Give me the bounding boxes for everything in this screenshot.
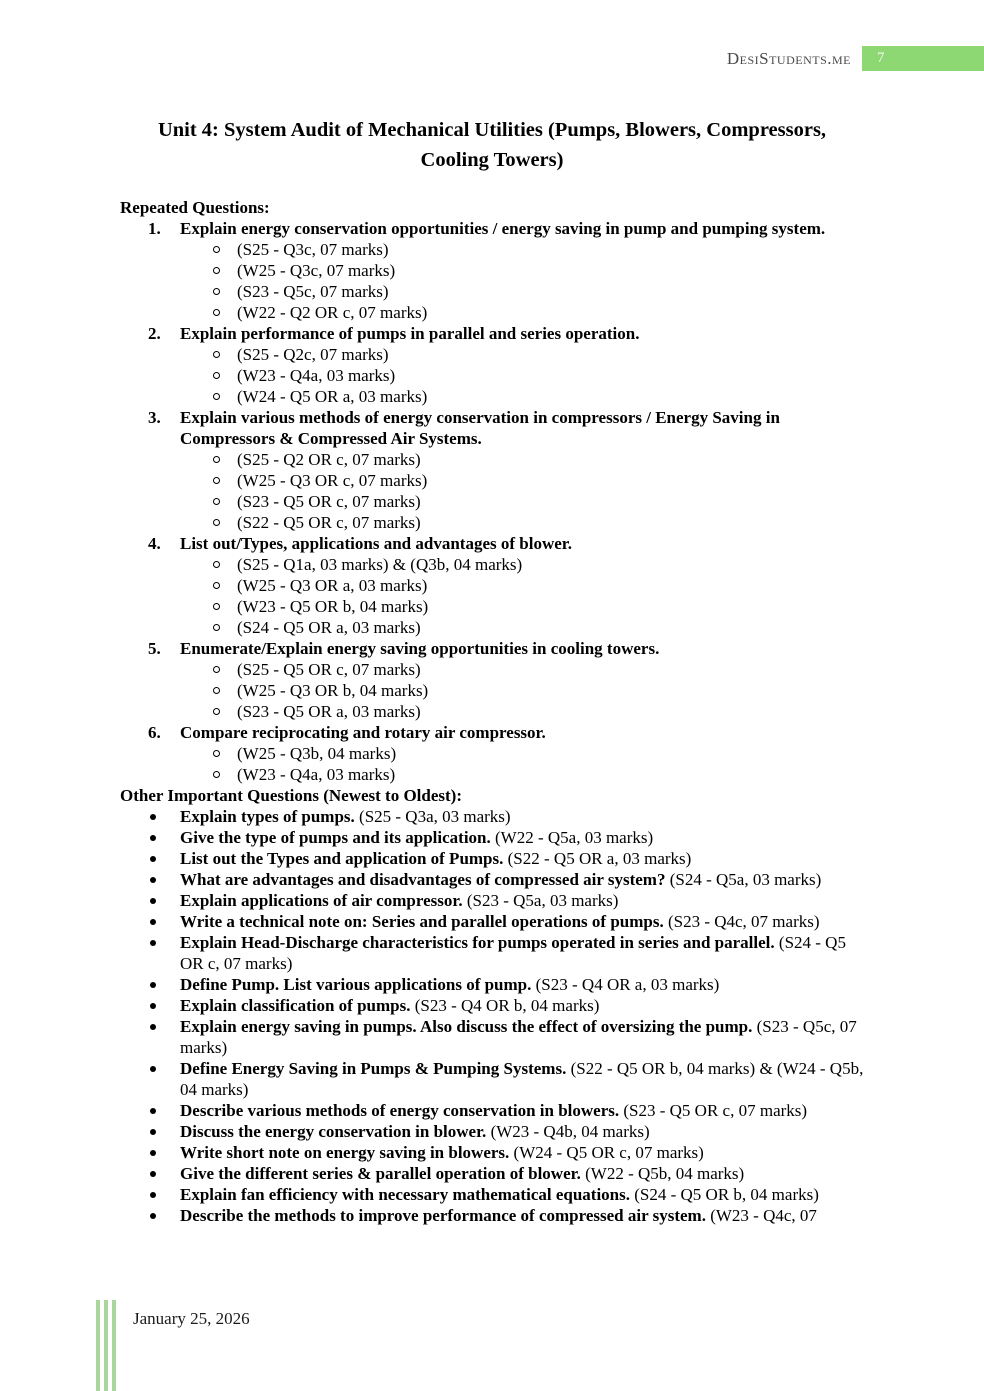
question-number: 3. <box>148 408 161 427</box>
circle-bullet-icon <box>213 771 220 778</box>
marks-text: (S23 - Q5 OR c, 07 marks) <box>623 1101 808 1120</box>
repeated-question-item <box>120 323 865 407</box>
attempt-item <box>180 260 865 281</box>
attempt-item <box>180 470 865 491</box>
disc-bullet-icon <box>150 1213 156 1219</box>
disc-bullet-icon <box>150 835 156 841</box>
other-question-item <box>120 1142 865 1163</box>
disc-bullet-icon <box>150 1192 156 1198</box>
disc-bullet-icon <box>150 1024 156 1030</box>
repeated-questions-heading: Repeated Questions: <box>120 198 270 217</box>
question-text: Explain Head-Discharge characteristics for pumps operated in series and parallel. <box>180 933 775 952</box>
question-text: Explain types of pumps. <box>180 807 355 826</box>
attempt-text: (S25 - Q2 OR c, 07 marks) <box>237 450 421 469</box>
marks-text: (S24 - Q5 OR c, 07 marks) <box>180 933 846 973</box>
disc-bullet-icon <box>150 898 156 904</box>
question-text: Explain energy saving in pumps. Also discuss the effect of oversizing the pump. <box>180 1017 753 1036</box>
attempt-text: (S23 - Q5 OR c, 07 marks) <box>237 492 421 511</box>
other-question-item <box>120 827 865 848</box>
circle-bullet-icon <box>213 519 220 526</box>
disc-bullet-icon <box>150 1171 156 1177</box>
circle-bullet-icon <box>213 582 220 589</box>
attempt-text: (W23 - Q4a, 03 marks) <box>237 765 396 784</box>
question-text: Explain energy conservation opportunities / energy saving in pump and pumping system. <box>180 219 826 238</box>
attempt-list <box>180 659 865 722</box>
question-text: Define Pump. List various applications of pump. <box>180 975 532 994</box>
attempt-item <box>180 302 865 323</box>
attempt-text: (W24 - Q5 OR a, 03 marks) <box>237 387 428 406</box>
circle-bullet-icon <box>213 393 220 400</box>
attempt-item <box>180 281 865 302</box>
question-text: Write a technical note on: Series and parallel operations of pumps. <box>180 912 664 931</box>
disc-bullet-icon <box>150 940 156 946</box>
attempt-item <box>180 512 865 533</box>
question-text: Write short note on energy saving in blowers. <box>180 1143 510 1162</box>
attempt-item <box>180 386 865 407</box>
other-questions-list <box>120 806 865 1226</box>
attempt-list <box>180 743 865 785</box>
attempt-text: (S22 - Q5 OR c, 07 marks) <box>237 513 421 532</box>
attempt-item <box>180 764 865 785</box>
other-questions-heading: Other Important Questions (Newest to Oldest): <box>120 786 463 805</box>
question-number: 2. <box>148 324 161 343</box>
other-question-item <box>120 869 865 890</box>
footer-decoration-lines <box>96 1300 122 1391</box>
page-title: Unit 4: System Audit of Mechanical Utilities (Pumps, Blowers, Compressors, Cooling Towers) <box>157 119 827 171</box>
question-text: Describe various methods of energy conservation in blowers. <box>180 1101 620 1120</box>
marks-text: (W23 - Q4c, 07 <box>710 1206 817 1225</box>
attempt-list <box>180 554 865 638</box>
attempt-item <box>180 239 865 260</box>
attempt-list <box>180 344 865 407</box>
disc-bullet-icon <box>150 856 156 862</box>
marks-text: (S24 - Q5 OR b, 04 marks) <box>634 1185 819 1204</box>
marks-text: (S23 - Q4 OR b, 04 marks) <box>414 996 600 1015</box>
footer-stripe <box>104 1300 108 1391</box>
question-number: 6. <box>148 723 161 742</box>
question-text: List out the Types and application of Pumps. <box>180 849 504 868</box>
question-text: Explain performance of pumps in parallel and series operation. <box>180 324 640 343</box>
question-text: Describe the methods to improve performance of compressed air system. <box>180 1206 706 1225</box>
question-text: Give the type of pumps and its application. <box>180 828 491 847</box>
attempt-text: (W25 - Q3c, 07 marks) <box>237 261 396 280</box>
marks-text: (S23 - Q4c, 07 marks) <box>667 912 820 931</box>
disc-bullet-icon <box>150 1108 156 1114</box>
attempt-text: (W22 - Q2 OR c, 07 marks) <box>237 303 428 322</box>
question-text: Compare reciprocating and rotary air compressor. <box>180 723 546 742</box>
other-question-item <box>120 974 865 995</box>
question-number: 4. <box>148 534 161 553</box>
other-question-item <box>120 1058 865 1100</box>
other-question-item <box>120 1016 865 1058</box>
question-text: Explain various methods of energy conservation in compressors / Energy Saving in Compressors & Compressed Air Systems. <box>180 408 780 448</box>
circle-bullet-icon <box>213 456 220 463</box>
circle-bullet-icon <box>213 603 220 610</box>
attempt-item <box>180 659 865 680</box>
attempt-item <box>180 491 865 512</box>
circle-bullet-icon <box>213 498 220 505</box>
other-question-item <box>120 932 865 974</box>
other-question-item <box>120 848 865 869</box>
attempt-text: (W25 - Q3 OR a, 03 marks) <box>237 576 428 595</box>
marks-text: (S24 - Q5a, 03 marks) <box>669 870 822 889</box>
other-question-item <box>120 1121 865 1142</box>
marks-text: (W22 - Q5b, 04 marks) <box>585 1164 745 1183</box>
circle-bullet-icon <box>213 708 220 715</box>
repeated-question-item <box>120 722 865 785</box>
marks-text: (W22 - Q5a, 03 marks) <box>495 828 654 847</box>
question-text: List out/Types, applications and advantages of blower. <box>180 534 573 553</box>
circle-bullet-icon <box>213 372 220 379</box>
question-text: What are advantages and disadvantages of compressed air system? <box>180 870 666 889</box>
page-number-badge <box>862 46 984 71</box>
other-question-item <box>120 1100 865 1121</box>
circle-bullet-icon <box>213 624 220 631</box>
attempt-item <box>180 365 865 386</box>
repeated-question-item <box>120 533 865 638</box>
circle-bullet-icon <box>213 687 220 694</box>
question-number: 5. <box>148 639 161 658</box>
question-text: Explain fan efficiency with necessary mathematical equations. <box>180 1185 630 1204</box>
marks-text: (S23 - Q5c, 07 marks) <box>180 1017 857 1057</box>
attempt-text: (W25 - Q3 OR b, 04 marks) <box>237 681 429 700</box>
attempt-item <box>180 554 865 575</box>
other-question-item <box>120 890 865 911</box>
other-question-item <box>120 1163 865 1184</box>
disc-bullet-icon <box>150 1066 156 1072</box>
repeated-question-item <box>120 407 865 533</box>
circle-bullet-icon <box>213 267 220 274</box>
circle-bullet-icon <box>213 351 220 358</box>
attempt-item <box>180 701 865 722</box>
disc-bullet-icon <box>150 814 156 820</box>
attempt-list <box>180 449 865 533</box>
attempt-text: (W25 - Q3b, 04 marks) <box>237 744 397 763</box>
question-text: Explain applications of air compressor. <box>180 891 463 910</box>
disc-bullet-icon <box>150 1003 156 1009</box>
marks-text: (S25 - Q3a, 03 marks) <box>359 807 511 826</box>
disc-bullet-icon <box>150 877 156 883</box>
attempt-item <box>180 617 865 638</box>
marks-text: (W23 - Q4b, 04 marks) <box>490 1122 650 1141</box>
site-name: DesiStudents.me <box>726 49 851 68</box>
attempt-text: (S25 - Q1a, 03 marks) & (Q3b, 04 marks) <box>237 555 523 574</box>
question-text: Discuss the energy conservation in blower. <box>180 1122 487 1141</box>
attempt-item <box>180 575 865 596</box>
repeated-questions-list <box>120 218 865 785</box>
marks-text: (S23 - Q5a, 03 marks) <box>466 891 619 910</box>
marks-text: (S22 - Q5 OR a, 03 marks) <box>507 849 692 868</box>
other-question-item <box>120 995 865 1016</box>
disc-bullet-icon <box>150 982 156 988</box>
attempt-text: (S25 - Q5 OR c, 07 marks) <box>237 660 421 679</box>
attempt-text: (S25 - Q3c, 07 marks) <box>237 240 389 259</box>
repeated-question-item <box>120 218 865 323</box>
disc-bullet-icon <box>150 1129 156 1135</box>
marks-text: (S23 - Q4 OR a, 03 marks) <box>535 975 720 994</box>
attempt-item <box>180 449 865 470</box>
attempt-text: (W23 - Q5 OR b, 04 marks) <box>237 597 429 616</box>
question-text: Give the different series & parallel operation of blower. <box>180 1164 581 1183</box>
attempt-text: (S25 - Q2c, 07 marks) <box>237 345 389 364</box>
circle-bullet-icon <box>213 246 220 253</box>
footer-stripe <box>96 1300 100 1391</box>
question-text: Enumerate/Explain energy saving opportunities in cooling towers. <box>180 639 660 658</box>
circle-bullet-icon <box>213 288 220 295</box>
attempt-item <box>180 743 865 764</box>
marks-text: (S22 - Q5 OR b, 04 marks) & (W24 - Q5b, 04 marks) <box>180 1059 864 1099</box>
page-number: 7 <box>877 50 885 66</box>
attempt-list <box>180 239 865 323</box>
question-text: Define Energy Saving in Pumps & Pumping Systems. <box>180 1059 567 1078</box>
attempt-item <box>180 680 865 701</box>
other-question-item <box>120 1205 865 1226</box>
attempt-item <box>180 344 865 365</box>
circle-bullet-icon <box>213 309 220 316</box>
attempt-text: (W25 - Q3 OR c, 07 marks) <box>237 471 428 490</box>
question-number: 1. <box>148 219 161 238</box>
circle-bullet-icon <box>213 477 220 484</box>
question-text: Explain classification of pumps. <box>180 996 411 1015</box>
other-question-item <box>120 1184 865 1205</box>
other-question-item <box>120 911 865 932</box>
attempt-text: (W23 - Q4a, 03 marks) <box>237 366 396 385</box>
circle-bullet-icon <box>213 561 220 568</box>
footer-stripe <box>112 1300 116 1391</box>
other-question-item <box>120 806 865 827</box>
circle-bullet-icon <box>213 750 220 757</box>
document-body <box>120 197 865 1226</box>
attempt-item <box>180 596 865 617</box>
circle-bullet-icon <box>213 666 220 673</box>
disc-bullet-icon <box>150 919 156 925</box>
attempt-text: (S23 - Q5 OR a, 03 marks) <box>237 702 421 721</box>
attempt-text: (S23 - Q5c, 07 marks) <box>237 282 389 301</box>
disc-bullet-icon <box>150 1150 156 1156</box>
attempt-text: (S24 - Q5 OR a, 03 marks) <box>237 618 421 637</box>
marks-text: (W24 - Q5 OR c, 07 marks) <box>513 1143 704 1162</box>
repeated-question-item <box>120 638 865 722</box>
footer-date: January 25, 2026 <box>133 1309 250 1328</box>
